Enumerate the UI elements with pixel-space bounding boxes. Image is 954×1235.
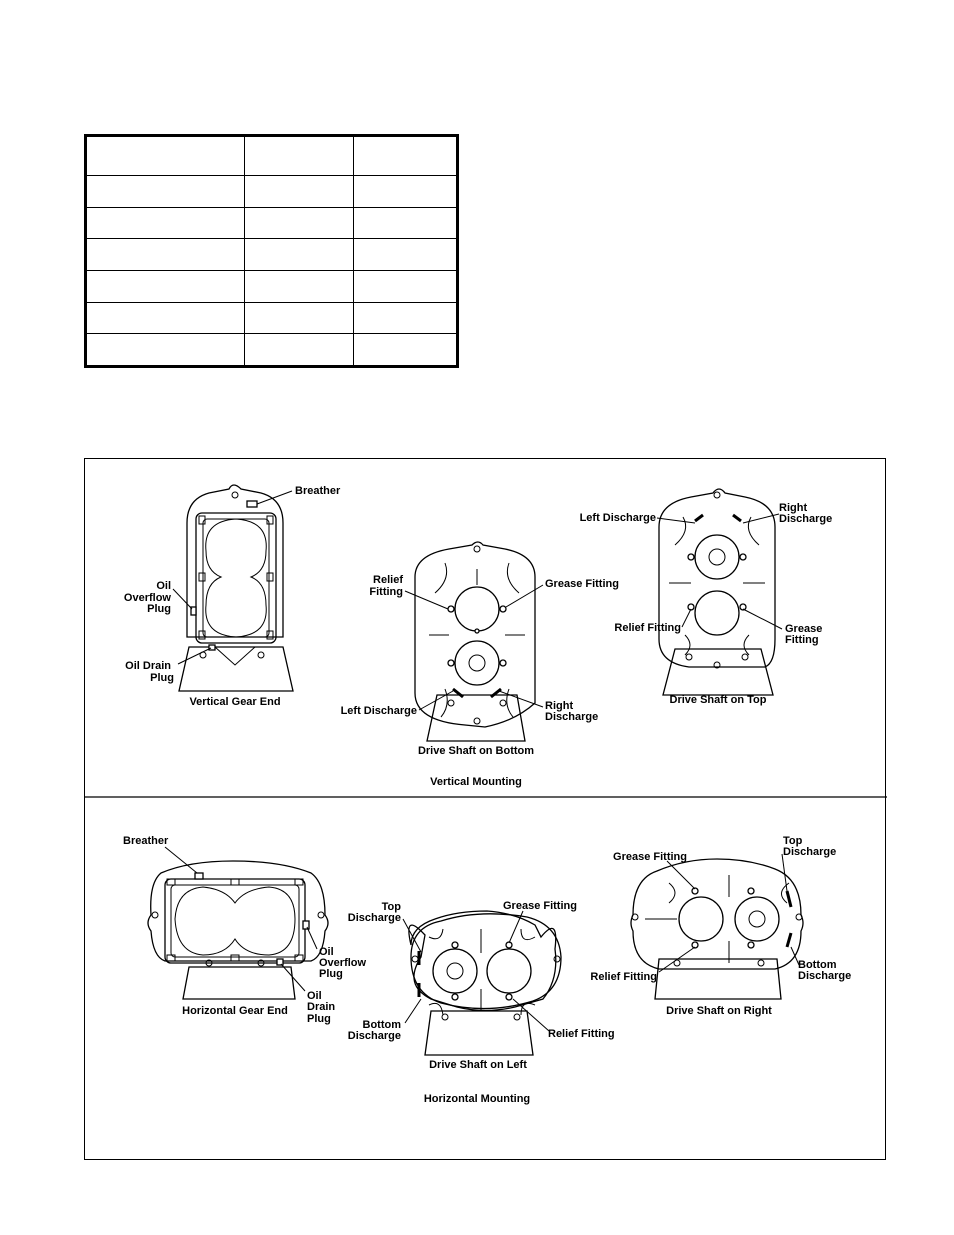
label-h-oil-drain-line1: Oil — [307, 990, 322, 1002]
section-title-vertical: Vertical Mounting — [430, 776, 522, 788]
label-left-top-discharge-line2: Discharge — [347, 912, 401, 924]
label-left-discharge: Left Discharge — [340, 705, 417, 717]
vertical-gear-end-leaders — [173, 491, 292, 664]
label-oil-drain-line1: Oil Drain — [125, 660, 171, 672]
section-title-horizontal: Horizontal Mounting — [423, 1093, 531, 1105]
caption-drive-shaft-right: Drive Shaft on Right — [666, 1005, 772, 1017]
caption-drive-shaft-bottom: Drive Shaft on Bottom — [417, 745, 535, 757]
horizontal-gear-end-leaders — [165, 847, 317, 991]
table-cell — [245, 302, 354, 334]
drive-shaft-left-drawing — [409, 911, 561, 1055]
mounting-figure — [84, 458, 886, 1160]
drive-shaft-bottom-drawing — [415, 542, 535, 741]
label-top-relief-fitting: Relief Fitting — [614, 622, 681, 634]
label-oil-drain-line2: Plug — [150, 672, 174, 684]
caption-horizontal-gear-end: Horizontal Gear End — [182, 1005, 288, 1017]
table-cell — [354, 137, 457, 176]
table-row — [87, 270, 457, 302]
label-top-right-discharge-line1: Right — [779, 502, 808, 514]
label-h-breather: Breather — [123, 835, 169, 847]
label-relief-fitting-line2: Fitting — [369, 586, 403, 598]
label-left-top-discharge-line1: Top — [381, 901, 401, 913]
table-row — [87, 137, 457, 176]
table-row — [87, 334, 457, 366]
label-right-discharge-line1: Right — [545, 700, 574, 712]
label-left-relief-fitting: Relief Fitting — [548, 1028, 615, 1040]
table-cell — [245, 137, 354, 176]
vertical-gear-end-drawing — [179, 485, 293, 691]
table-cell — [245, 334, 354, 366]
label-breather: Breather — [295, 485, 341, 497]
label-right-grease-fitting: Grease Fitting — [613, 851, 687, 863]
table-cell — [87, 334, 245, 366]
label-left-bottom-discharge-line2: Discharge — [347, 1030, 401, 1042]
label-right-bottom-discharge-line2: Discharge — [798, 970, 852, 982]
label-top-grease-line1: Grease — [785, 623, 823, 635]
caption-drive-shaft-top: Drive Shaft on Top — [669, 694, 767, 706]
label-right-top-discharge-line1: Top — [783, 835, 803, 847]
label-relief-fitting-line1: Relief — [373, 574, 403, 586]
label-oil-overflow-line1: Oil — [156, 580, 171, 592]
table-cell — [245, 176, 354, 208]
label-top-left-discharge: Left Discharge — [579, 512, 656, 524]
label-right-discharge-line2: Discharge — [545, 711, 599, 723]
label-h-oil-overflow-line2: Overflow — [319, 957, 367, 969]
table-cell — [87, 270, 245, 302]
drive-shaft-bottom-leaders — [405, 585, 543, 710]
table-cell — [354, 176, 457, 208]
table-cell — [87, 207, 245, 239]
label-right-relief-fitting: Relief Fitting — [590, 971, 657, 983]
table-cell — [354, 207, 457, 239]
label-top-grease-line2: Fitting — [785, 634, 819, 646]
table-row — [87, 176, 457, 208]
label-top-right-discharge-line2: Discharge — [779, 513, 833, 525]
table-cell — [245, 207, 354, 239]
table-cell — [87, 137, 245, 176]
caption-drive-shaft-left: Drive Shaft on Left — [429, 1059, 527, 1071]
table-row — [87, 302, 457, 334]
label-h-oil-drain-line2: Drain — [307, 1001, 336, 1013]
table-cell — [87, 302, 245, 334]
table-cell — [87, 239, 245, 271]
label-left-grease-fitting: Grease Fitting — [503, 900, 577, 912]
label-grease-fitting: Grease Fitting — [545, 578, 619, 590]
table-cell — [354, 334, 457, 366]
table-row — [87, 239, 457, 271]
drive-shaft-top-drawing — [659, 489, 775, 695]
horizontal-gear-end-drawing — [148, 861, 328, 999]
label-oil-overflow-line2: Overflow — [123, 592, 171, 604]
table-cell — [87, 176, 245, 208]
label-right-top-discharge-line2: Discharge — [783, 846, 837, 858]
table-cell — [245, 270, 354, 302]
drive-shaft-top-leaders — [657, 514, 782, 629]
mounting-diagram — [85, 459, 887, 1161]
table-cell — [354, 270, 457, 302]
caption-vertical-gear-end: Vertical Gear End — [189, 696, 281, 708]
table-grid — [86, 136, 457, 366]
label-h-oil-overflow-line1: Oil — [319, 946, 334, 958]
label-left-bottom-discharge-line1: Bottom — [362, 1019, 401, 1031]
table-cell — [354, 239, 457, 271]
table-row — [87, 207, 457, 239]
label-h-oil-drain-line3: Plug — [307, 1013, 331, 1025]
label-right-bottom-discharge-line1: Bottom — [798, 959, 837, 971]
label-h-oil-overflow-line3: Plug — [319, 968, 343, 980]
table-cell — [245, 239, 354, 271]
table-cell — [354, 302, 457, 334]
blank-table — [84, 134, 459, 368]
label-oil-overflow-line3: Plug — [147, 603, 171, 615]
